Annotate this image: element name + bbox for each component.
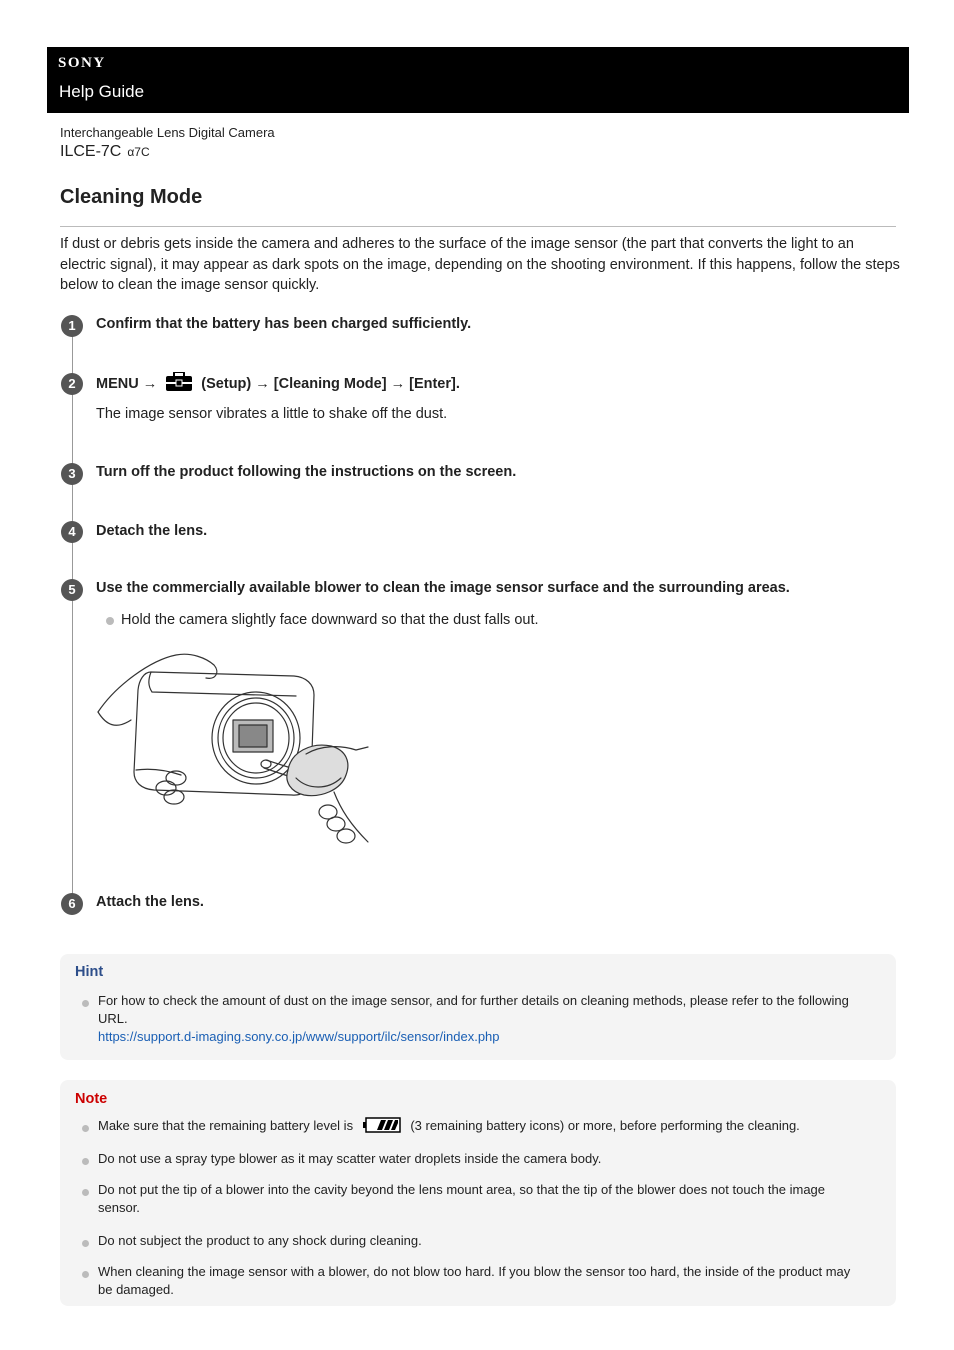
model-alpha: α7C <box>127 145 150 159</box>
step-5-bullet-dot <box>106 617 114 625</box>
note-item-1 <box>98 1117 868 1135</box>
step-text-3: Turn off the product following the instructions on the screen. <box>96 464 517 480</box>
hint-url-link[interactable]: https://support.d-imaging.sony.co.jp/www/support/ilc/sensor/index.php <box>98 1029 500 1044</box>
step-text-1: Confirm that the battery has been charged sufficiently. <box>96 316 472 332</box>
step-number-2: 2 <box>61 373 83 395</box>
hint-text <box>98 992 868 1046</box>
step-number-1: 1 <box>61 315 83 337</box>
model-number: ILCE-7C <box>60 143 122 160</box>
sony-logo: SONY <box>58 55 106 71</box>
step-text-6: Attach the lens. <box>96 894 204 910</box>
model-name <box>60 143 150 161</box>
step-text-4: Detach the lens. <box>96 523 208 539</box>
step-2-path-text: (Setup) → [Cleaning Mode] → [Enter]. <box>201 375 460 392</box>
hint-description: For how to check the amount of dust on the image sensor, and for further details on cleaning methods, please refer to the following URL. <box>98 993 849 1026</box>
product-type: Interchangeable Lens Digital Camera <box>60 125 275 140</box>
hint-bullet-dot <box>82 1000 89 1007</box>
note-item-4: Do not subject the product to any shock during cleaning. <box>98 1233 422 1248</box>
step-text-2 <box>96 374 460 394</box>
note-item-5: When cleaning the image sensor with a blower, do not blow too hard. If you blow the sensor too hard, the inside of the product may be damaged. <box>98 1264 851 1297</box>
note-bullet-dot <box>82 1271 89 1278</box>
hint-heading: Hint <box>75 964 104 980</box>
note-bullet-dot <box>82 1189 89 1196</box>
title-divider <box>60 226 896 227</box>
note-item-1-post: (3 remaining battery icons) or more, before performing the cleaning. <box>410 1118 800 1133</box>
header-bar <box>47 47 909 113</box>
note-item-1-pre: Make sure that the remaining battery level is <box>98 1118 354 1133</box>
toolbox-icon <box>165 372 193 392</box>
camera-cleaning-illustration <box>96 650 371 850</box>
hint-box <box>60 954 896 1060</box>
help-guide-title: Help Guide <box>59 82 145 101</box>
note-heading: Note <box>75 1091 108 1107</box>
note-bullet-dot <box>82 1158 89 1165</box>
note-box <box>60 1080 896 1306</box>
step-2-menu-text: MENU → <box>96 375 158 392</box>
steps-timeline <box>72 318 73 902</box>
note-item-3: Do not put the tip of a blower into the cavity beyond the lens mount area, so that the tip of the blower does not touch the image sensor. <box>98 1182 826 1215</box>
note-bullet-dot <box>82 1125 89 1132</box>
step-number-4: 4 <box>61 521 83 543</box>
battery-icon <box>363 1117 401 1133</box>
intro-paragraph: If dust or debris gets inside the camera and adheres to the surface of the image sensor (the part that converts the light to an electric signal), it may appear as dark spots on the image, depending on the shooting environment. If this happens, follow the steps below to clean the image sensor quickly. <box>60 236 900 293</box>
step-number-5: 5 <box>61 579 83 601</box>
note-bullet-dot <box>82 1240 89 1247</box>
page-title: Cleaning Mode <box>60 186 203 208</box>
step-number-3: 3 <box>61 463 83 485</box>
step-number-6: 6 <box>61 893 83 915</box>
step-5-bullet-text: Hold the camera slightly face downward so that the dust falls out. <box>121 612 539 628</box>
note-item-2: Do not use a spray type blower as it may scatter water droplets inside the camera body. <box>98 1151 602 1166</box>
step-text-5: Use the commercially available blower to clean the image sensor surface and the surrounding areas. <box>96 580 790 596</box>
step-2-description: The image sensor vibrates a little to shake off the dust. <box>96 406 448 422</box>
